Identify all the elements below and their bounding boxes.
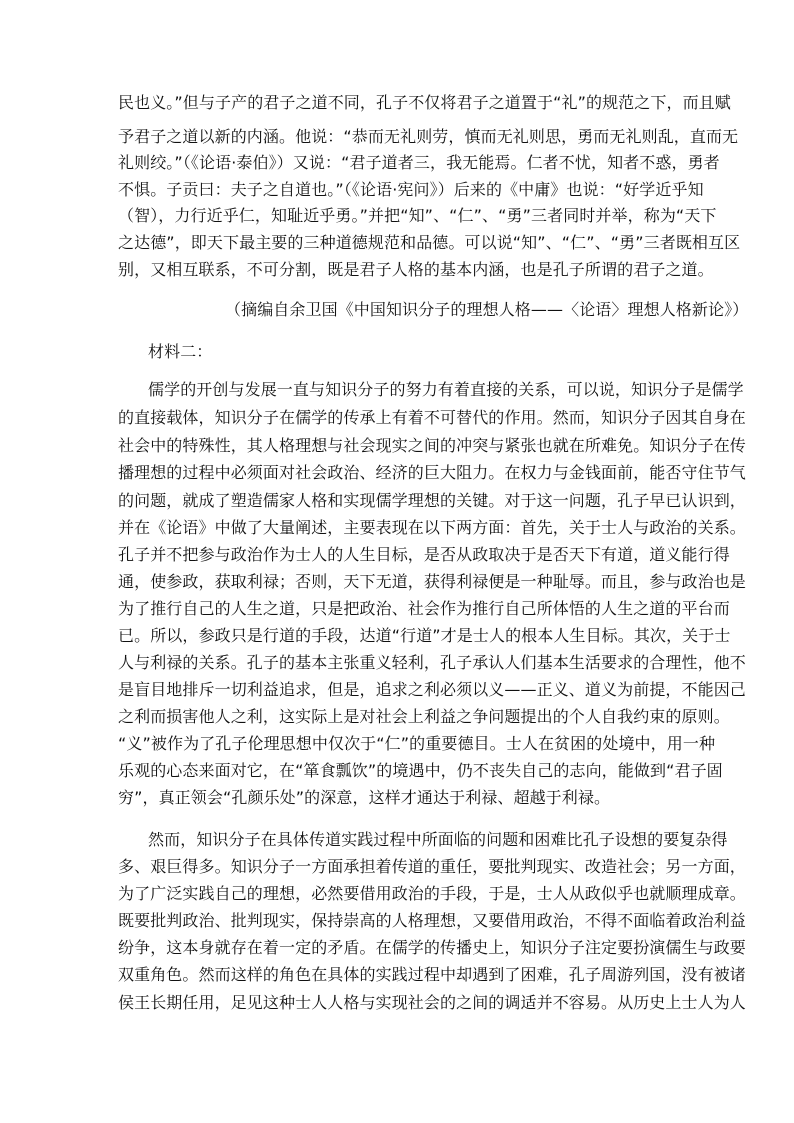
paragraph-line: 人与利禄的关系。孔子的基本主张重义轻利，孔子承认人们基本生活要求的合理性，他不 <box>118 653 746 672</box>
paragraph-line: 播理想的过程中必须面对社会政治、经济的巨大阻力。在权力与金钱面前，能否守住节气 <box>118 463 746 482</box>
paragraph-line: 社会中的特殊性，其人格理想与社会现实之间的冲突与紧张也就在所难免。知识分子在传 <box>118 436 746 455</box>
paragraph-line: 通，使参政，获取利禄；否则，天下无道，获得利禄便是一种耻辱。而且，参与政治也是 <box>118 572 746 591</box>
paragraph-line: 礼则绞。”（《论语·泰伯》）又说：“君子道者三，我无能焉。仁者不忧，知者不惑，勇者 <box>118 153 720 172</box>
paragraph-line: 多、艰巨得多。知识分子一方面承担着传道的重任，要批判现实、改造社会；另一方面， <box>118 857 746 876</box>
paragraph-line: 之达德”，即天下最主要的三种道德规范和品德。可以说“知”、“仁”、“勇”三者既相互区 <box>118 233 741 252</box>
section-label: 材料二： <box>148 342 213 361</box>
paragraph-line: 予君子之道以新的内涵。他说：“恭而无礼则劳，慎而无礼则思，勇而无礼则乱，直而无 <box>118 127 739 146</box>
paragraph-line: 侯王长期任用，足见这种士人人格与实现社会的之间的调适并不容易。从历史上士人为人 <box>118 993 746 1012</box>
paragraph-line: 孔子并不把参与政治作为士人的人生目标，是否从政取决于是否天下有道，道义能行得 <box>118 545 730 564</box>
paragraph-line: 为了推行自己的人生之道，只是把政治、社会作为推行自己所体悟的人生之道的平台而 <box>118 599 730 618</box>
paragraph-line: 纷争，这本身就存在着一定的矛盾。在儒学的传播史上，知识分子注定要扮演儒生与政要 <box>118 938 746 957</box>
paragraph-line: 别，又相互联系，不可分割，既是君子人格的基本内涵，也是孔子所谓的君子之道。 <box>118 260 714 279</box>
paragraph-line: 的直接载体，知识分子在儒学的传承上有着不可替代的作用。然而，知识分子因其自身在 <box>118 408 746 427</box>
paragraph-line: 之利而损害他人之利，这实际上是对社会上利益之争问题提出的个人自我约束的原则。 <box>118 707 730 726</box>
paragraph-line: 既要批判政治、批判现实，保持崇高的人格理想，又要借用政治，不得不面临着政治利益 <box>118 911 746 930</box>
paragraph-line: 然而，知识分子在具体传道实践过程中所面临的问题和困难比孔子设想的要复杂得 <box>148 830 728 849</box>
paragraph-line: （智），力行近乎仁，知耻近乎勇。”并把“知”、“仁”、“勇”三者同时并举，称为“天下 <box>118 206 717 225</box>
paragraph-line: 已。所以，参政只是行道的手段，达道“行道”才是士人的根本人生目标。其次，关于士 <box>118 626 731 645</box>
paragraph-line: 不惧。子贡曰：夫子之自道也。”（《论语·宪问》）后来的《中庸》也说：“好学近乎知 <box>118 180 704 199</box>
paragraph-line: 为了广泛实践自己的理想，必然要借用政治的手段，于是，士人从政似乎也就顺理成章。 <box>118 884 746 903</box>
source-citation: （摘编自余卫国《中国知识分子的理想人格——〈论语〉理想人格新论》） <box>225 300 749 319</box>
paragraph-line: 儒学的开创与发展一直与知识分子的努力有着直接的关系，可以说，知识分子是儒学 <box>148 380 744 399</box>
paragraph-line: 并在《论语》中做了大量阐述，主要表现在以下两方面：首先，关于士人与政治的关系。 <box>118 518 746 537</box>
paragraph-line: “义”被作为了孔子伦理思想中仅次于“仁”的重要德目。士人在贫困的处境中，用一种 <box>118 734 716 753</box>
paragraph-line: 是盲目地排斥一切利益追求，但是，追求之利必须以义——正义、道义为前提，不能因己 <box>118 680 746 699</box>
paragraph-line: 穷”，真正领会“孔颜乐处”的深意，这样才通达于利禄、超越于利禄。 <box>118 788 611 807</box>
paragraph-line: 的问题，就成了塑造儒家人格和实现儒学理想的关键。对于这一问题，孔子早已认识到， <box>118 491 746 510</box>
paragraph-line: 双重角色。然而这样的角色在具体的实践过程中却遇到了困难，孔子周游列国，没有被诸 <box>118 965 746 984</box>
paragraph-line: 乐观的心态来面对它，在“箪食瓢饮”的境遇中，仍不丧失自己的志向，能做到“君子固 <box>118 761 723 780</box>
paragraph-line: 民也义。”但与子产的君子之道不同，孔子不仅将君子之道置于“礼”的规范之下，而且赋 <box>118 93 731 112</box>
